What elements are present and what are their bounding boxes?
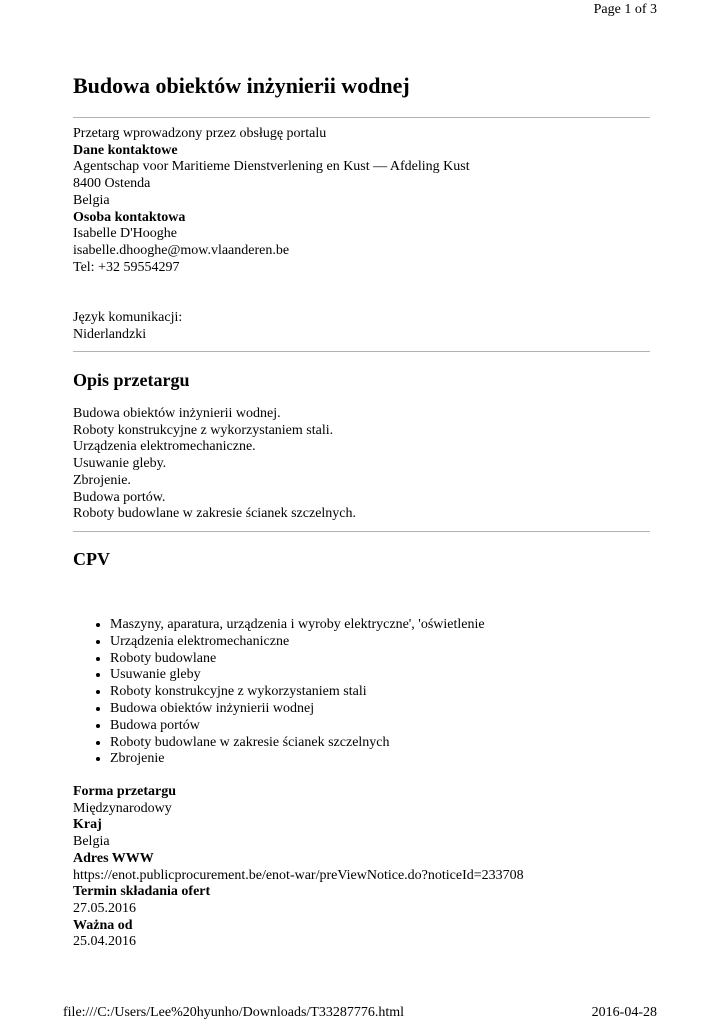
list-item: • Maszyny, aparatura, urządzenia i wyroby elektryczne', 'oświetlenie xyxy=(110,617,485,634)
country-value: Belgia xyxy=(73,834,110,850)
description-line: Roboty konstrukcyjne z wykorzystaniem stali. xyxy=(73,422,334,438)
page-title: Budowa obiektów inżynierii wodnej xyxy=(73,73,410,98)
divider xyxy=(73,531,650,532)
language-value: Niderlandzki xyxy=(73,326,147,342)
list-item: • Roboty budowlane xyxy=(110,651,485,668)
divider xyxy=(73,351,650,352)
details-section xyxy=(73,784,524,951)
deadline-label: Termin składania ofert xyxy=(73,884,211,900)
description-line: Urządzenia elektromechaniczne. xyxy=(73,439,256,455)
list-item: • Urządzenia elektromechaniczne xyxy=(110,634,485,651)
organization-name: Agentschap voor Maritieme Dienstverlening en Kust — Afdeling Kust xyxy=(73,159,470,175)
form-value: Międzynarodowy xyxy=(73,800,172,816)
description-line: Budowa portów. xyxy=(73,489,166,505)
description-line: Budowa obiektów inżynierii wodnej. xyxy=(73,406,281,421)
contact-phone: Tel: +32 59554297 xyxy=(73,259,180,275)
person-heading: Osoba kontaktowa xyxy=(73,209,186,225)
list-item: • Usuwanie gleby xyxy=(110,667,485,684)
contact-person: Isabelle D'Hooghe xyxy=(73,226,177,242)
list-item: • Zbrojenie xyxy=(110,751,485,768)
city: 8400 Ostenda xyxy=(73,176,151,192)
intro-text: Przetarg wprowadzony przez obsługę portalu xyxy=(73,126,327,141)
country-label: Kraj xyxy=(73,817,102,833)
cpv-list xyxy=(97,617,485,768)
description-line: Zbrojenie. xyxy=(73,472,131,488)
list-item: • Budowa obiektów inżynierii wodnej xyxy=(110,701,485,718)
footer-file-path: file:///C:/Users/Lee%20hyunho/Downloads/T33287776.html xyxy=(63,1005,405,1020)
deadline-value: 27.05.2016 xyxy=(73,900,136,916)
divider xyxy=(73,117,650,118)
description-line: Roboty budowlane w zakresie ścianek szczelnych. xyxy=(73,506,357,522)
cpv-heading: CPV xyxy=(73,549,110,569)
www-link[interactable]: https://enot.publicprocurement.be/enot-war/preViewNotice.do?noticeId=233708 xyxy=(73,867,524,883)
footer-date: 2016-04-28 xyxy=(591,1005,657,1020)
description-text xyxy=(73,406,356,523)
www-label: Adres WWW xyxy=(73,850,154,866)
list-item: • Budowa portów xyxy=(110,718,485,735)
description-heading: Opis przetargu xyxy=(73,370,190,390)
country: Belgia xyxy=(73,192,110,208)
contact-email: isabelle.dhooghe@mow.vlaanderen.be xyxy=(73,242,290,258)
valid-from-value: 25.04.2016 xyxy=(73,934,136,950)
language-label: Język komunikacji: xyxy=(73,310,183,325)
language-section xyxy=(73,310,182,343)
description-line: Usuwanie gleby. xyxy=(73,456,167,472)
contact-section xyxy=(73,126,470,276)
list-item: • Roboty budowlane w zakresie ścianek szczelnych xyxy=(110,735,485,752)
page-number: Page 1 of 3 xyxy=(593,2,657,17)
list-item: • Roboty konstrukcyjne z wykorzystaniem stali xyxy=(110,684,485,701)
form-label: Forma przetargu xyxy=(73,784,177,799)
valid-from-label: Ważna od xyxy=(73,917,133,933)
contact-heading: Dane kontaktowe xyxy=(73,142,178,158)
